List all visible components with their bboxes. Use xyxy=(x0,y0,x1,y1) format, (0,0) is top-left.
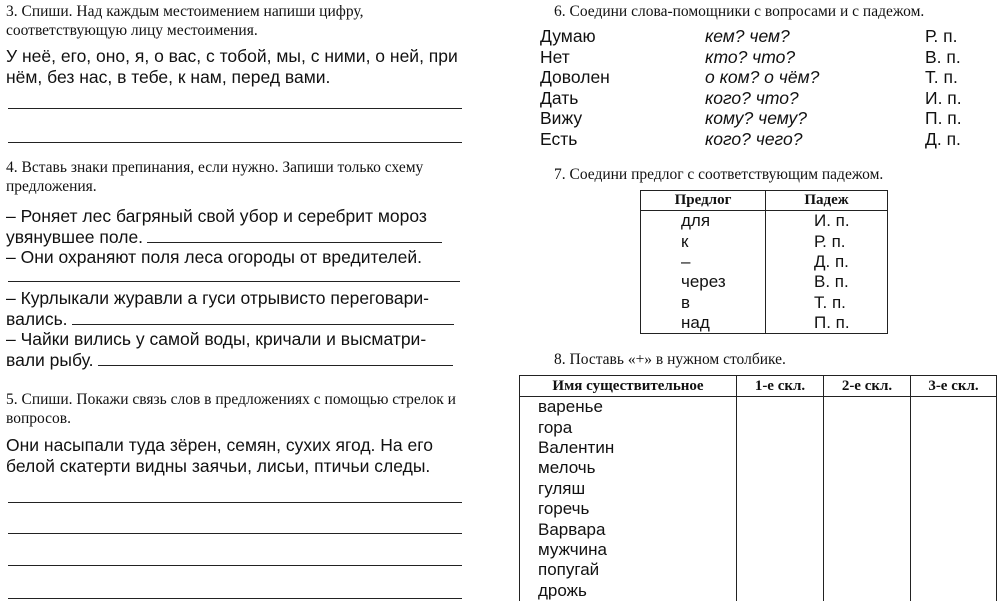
decl-2-cell[interactable] xyxy=(824,417,911,437)
preposition[interactable]: к xyxy=(641,231,766,251)
noun: гора xyxy=(520,417,737,437)
decl-2-cell[interactable] xyxy=(824,560,911,580)
task5-text: Они насыпали туда зёрен, семян, сухих ягод. На его белой скатерти видны заячьи, лисьи, птичьи следы. xyxy=(6,435,433,476)
table-row xyxy=(641,313,888,334)
noun: Варвара xyxy=(520,519,737,539)
decl-1-cell[interactable] xyxy=(737,458,824,478)
decl-3-cell[interactable] xyxy=(911,417,997,437)
header-decl-2: 2-е скл. xyxy=(824,376,911,397)
case[interactable]: И. п. xyxy=(766,211,888,232)
table-row xyxy=(641,252,888,272)
sentence-2: – Они охраняют поля леса огороды от вредителей. xyxy=(6,247,423,267)
noun: мужчина xyxy=(520,540,737,560)
decl-3-cell[interactable] xyxy=(911,560,997,580)
preposition[interactable]: для xyxy=(641,211,766,232)
answer-line[interactable] xyxy=(147,228,442,243)
answer-line[interactable] xyxy=(8,533,462,534)
decl-2-cell[interactable] xyxy=(824,458,911,478)
right-column xyxy=(518,0,998,605)
word: Думаю xyxy=(540,26,596,46)
sentence-3b: вались. xyxy=(6,308,68,329)
sentence-4a: – Чайки вились у самой воды, кричали и высматри- xyxy=(6,329,427,349)
decl-3-cell[interactable] xyxy=(911,438,997,458)
sentence-1b: увянувшее поле. xyxy=(6,226,144,247)
header-preposition: Предлог xyxy=(641,191,766,211)
sentence-3a: – Курлыкали журавли а гуси отрывисто переговари- xyxy=(6,288,429,308)
noun: варенье xyxy=(520,397,737,418)
preposition[interactable]: в xyxy=(641,293,766,313)
decl-2-cell[interactable] xyxy=(824,540,911,560)
question[interactable]: кого? чего? xyxy=(705,128,803,149)
task7-title: 7. Соедини предлог с соответствующим падежом. xyxy=(554,166,884,183)
case[interactable]: В. п. xyxy=(766,272,888,292)
decl-3-cell[interactable] xyxy=(911,397,997,418)
header-decl-1: 1-е скл. xyxy=(737,376,824,397)
table-row xyxy=(520,479,997,499)
table-row xyxy=(641,272,888,292)
decl-1-cell[interactable] xyxy=(737,540,824,560)
question[interactable]: кому? чему? xyxy=(705,108,808,128)
decl-1-cell[interactable] xyxy=(737,581,824,601)
question[interactable]: кто? что? xyxy=(705,46,796,67)
decl-1-cell[interactable] xyxy=(737,417,824,437)
noun: дрожь xyxy=(520,581,737,601)
task6-grid xyxy=(540,26,990,149)
table-row xyxy=(641,211,888,232)
table-row xyxy=(641,293,888,313)
answer-line[interactable] xyxy=(8,502,462,503)
word: Нет xyxy=(540,46,570,67)
sentence-1a: – Роняет лес багряный свой убор и серебрит мороз xyxy=(6,206,427,226)
case[interactable]: П. п. xyxy=(925,108,962,128)
task3-text: У неё, его, оно, я, о вас, с тобой, мы, с ними, о ней, при нём, без нас, в тебе, к нам, перед вами. xyxy=(6,46,458,87)
answer-line[interactable] xyxy=(8,598,462,599)
task5-title: 5. Спиши. Покажи связь слов в предложениях с помощью стрелок и вопросов. xyxy=(6,391,456,427)
answer-line[interactable] xyxy=(8,142,462,143)
task4-sentences xyxy=(6,206,466,370)
case[interactable]: В. п. xyxy=(925,46,961,67)
decl-2-cell[interactable] xyxy=(824,397,911,418)
case[interactable]: И. п. xyxy=(925,87,962,108)
word: Вижу xyxy=(540,108,583,128)
case[interactable]: Т. п. xyxy=(766,293,888,313)
table-row xyxy=(641,231,888,251)
task6-row xyxy=(540,67,990,88)
noun: мелочь xyxy=(520,458,737,478)
case[interactable]: Д. п. xyxy=(766,252,888,272)
case[interactable]: Т. п. xyxy=(925,67,958,87)
decl-1-cell[interactable] xyxy=(737,560,824,580)
word: Есть xyxy=(540,128,578,149)
noun: гуляш xyxy=(520,479,737,499)
noun: горечь xyxy=(520,499,737,519)
header-case: Падеж xyxy=(766,191,888,211)
task6-row xyxy=(540,108,990,129)
case[interactable]: П. п. xyxy=(766,313,888,334)
decl-1-cell[interactable] xyxy=(737,438,824,458)
task6-row xyxy=(540,26,990,47)
sentence-4b: вали рыбу. xyxy=(6,349,94,370)
decl-2-cell[interactable] xyxy=(824,479,911,499)
task6-row xyxy=(540,47,990,68)
preposition[interactable]: над xyxy=(641,313,766,334)
task6-row xyxy=(540,88,990,109)
word: Доволен xyxy=(540,67,610,87)
table-row xyxy=(520,519,997,539)
header-decl-3: 3-е скл. xyxy=(911,376,997,397)
noun: попугай xyxy=(520,560,737,580)
case[interactable]: Р. п. xyxy=(766,231,888,251)
task3-title: 3. Спиши. Над каждым местоимением напиши цифру, соответствующую лицу местоимения. xyxy=(6,3,364,39)
preposition[interactable]: – xyxy=(641,252,766,272)
task6-title: 6. Соедини слова-помощники с вопросами и с падежом. xyxy=(554,3,925,20)
answer-line[interactable] xyxy=(72,310,454,325)
question[interactable]: о ком? о чём? xyxy=(705,67,820,87)
table-row xyxy=(520,458,997,478)
answer-line[interactable] xyxy=(98,351,453,366)
preposition[interactable]: через xyxy=(641,272,766,292)
decl-1-cell[interactable] xyxy=(737,519,824,539)
noun: Валентин xyxy=(520,438,737,458)
decl-1-cell[interactable] xyxy=(737,499,824,519)
decl-3-cell[interactable] xyxy=(911,519,997,539)
decl-3-cell[interactable] xyxy=(911,581,997,601)
table-row xyxy=(520,438,997,458)
table-row xyxy=(520,417,997,437)
decl-2-cell[interactable] xyxy=(824,438,911,458)
table-row xyxy=(520,560,997,580)
decl-3-cell[interactable] xyxy=(911,479,997,499)
question[interactable]: кого? что? xyxy=(705,87,799,108)
decl-2-cell[interactable] xyxy=(824,519,911,539)
answer-line[interactable] xyxy=(8,108,462,109)
table-row xyxy=(520,581,997,601)
decl-1-cell[interactable] xyxy=(737,479,824,499)
table-row xyxy=(520,397,997,418)
header-noun: Имя существительное xyxy=(520,376,737,397)
decl-1-cell[interactable] xyxy=(737,397,824,418)
task7-table xyxy=(640,190,888,334)
task8-title: 8. Поставь «+» в нужном столбике. xyxy=(554,351,786,368)
task4-title: 4. Вставь знаки препинания, если нужно. Запиши только схему предложения. xyxy=(6,159,424,195)
case[interactable]: Д. п. xyxy=(925,128,961,149)
decl-2-cell[interactable] xyxy=(824,581,911,601)
task6-row xyxy=(540,129,990,150)
decl-2-cell[interactable] xyxy=(824,499,911,519)
task8-table xyxy=(519,375,997,601)
word: Дать xyxy=(540,87,579,108)
decl-3-cell[interactable] xyxy=(911,499,997,519)
table-row xyxy=(520,540,997,560)
question[interactable]: кем? чем? xyxy=(705,26,790,46)
case[interactable]: Р. п. xyxy=(925,26,958,46)
answer-line[interactable] xyxy=(8,281,460,282)
table-row xyxy=(520,499,997,519)
answer-line[interactable] xyxy=(8,565,462,566)
decl-3-cell[interactable] xyxy=(911,540,997,560)
decl-3-cell[interactable] xyxy=(911,458,997,478)
